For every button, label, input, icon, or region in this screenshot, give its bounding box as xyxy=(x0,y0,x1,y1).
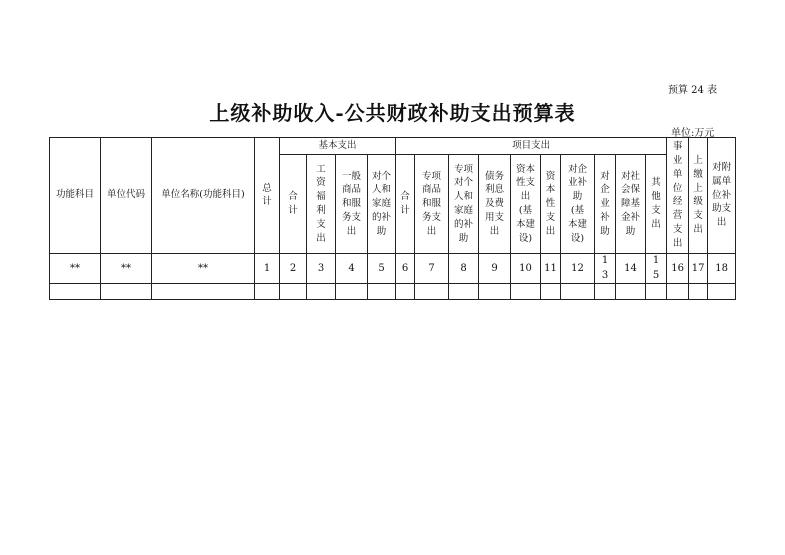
index-cell: 3 xyxy=(307,254,336,284)
empty-cell xyxy=(152,284,255,300)
index-cell: 5 xyxy=(368,254,396,284)
index-cell: 16 xyxy=(667,254,689,284)
header-project-special-individuals: 专项对个人和家庭的补助 xyxy=(449,155,479,254)
index-cell: ** xyxy=(152,254,255,284)
header-project-social-security: 对社会保障基金补助 xyxy=(616,155,646,254)
unit-label: 单位:万元 xyxy=(671,128,715,139)
empty-cell xyxy=(561,284,595,300)
index-cell: 6 xyxy=(396,254,415,284)
header-project-group: 项目支出 xyxy=(396,138,667,155)
header-project-enterprise-basic: 对企业补助(基本建设) xyxy=(561,155,595,254)
header-project-special-goods: 专项商品和服务支出 xyxy=(415,155,449,254)
index-cell: 2 xyxy=(280,254,307,284)
header-func-subject: 功能科目 xyxy=(50,138,101,254)
index-cell: 12 xyxy=(561,254,595,284)
header-total: 总计 xyxy=(255,138,280,254)
empty-cell xyxy=(101,284,152,300)
header-project-other: 其他支出 xyxy=(646,155,667,254)
index-cell: 7 xyxy=(415,254,449,284)
empty-cell xyxy=(449,284,479,300)
header-unit-code: 单位代码 xyxy=(101,138,152,254)
header-project-capital-basic: 资本性支出(基本建设) xyxy=(511,155,541,254)
index-cell: 1 xyxy=(255,254,280,284)
index-cell: 17 xyxy=(689,254,708,284)
empty-cell xyxy=(50,284,101,300)
budget-table xyxy=(49,137,736,300)
empty-cell xyxy=(396,284,415,300)
header-basic-group: 基本支出 xyxy=(280,138,396,155)
header-subsidiary: 对附属单位补助支出 xyxy=(708,138,736,254)
index-cell: 11 xyxy=(541,254,561,284)
index-row xyxy=(50,254,736,284)
header-basic-wages: 工资福利支出 xyxy=(307,155,336,254)
page-title: 上级补助收入-公共财政补助支出预算表 xyxy=(209,101,576,125)
form-number: 预算 24 表 xyxy=(668,85,718,96)
empty-cell xyxy=(368,284,396,300)
empty-cell xyxy=(667,284,689,300)
empty-cell xyxy=(280,284,307,300)
empty-cell xyxy=(689,284,708,300)
index-cell: 8 xyxy=(449,254,479,284)
empty-cell xyxy=(511,284,541,300)
header-unit-name: 单位名称(功能科目) xyxy=(152,138,255,254)
empty-cell xyxy=(415,284,449,300)
empty-cell xyxy=(479,284,511,300)
header-business-unit: 事业单位经营支出 xyxy=(667,138,689,254)
header-project-enterprise: 对企业补助 xyxy=(595,155,616,254)
empty-cell xyxy=(646,284,667,300)
header-basic-individuals: 对个人和家庭的补助 xyxy=(368,155,396,254)
header-project-subtotal: 合计 xyxy=(396,155,415,254)
empty-cell xyxy=(307,284,336,300)
empty-cell xyxy=(595,284,616,300)
empty-cell xyxy=(336,284,368,300)
header-project-capital: 资本性支出 xyxy=(541,155,561,254)
empty-cell xyxy=(708,284,736,300)
empty-cell xyxy=(616,284,646,300)
index-cell: 10 xyxy=(511,254,541,284)
header-basic-goods: 一般商品和服务支出 xyxy=(336,155,368,254)
index-cell: ** xyxy=(50,254,101,284)
empty-cell xyxy=(255,284,280,300)
header-upper-turnover: 上缴上级支出 xyxy=(689,138,708,254)
index-cell: 14 xyxy=(616,254,646,284)
empty-data-row xyxy=(50,284,736,300)
index-cell: 4 xyxy=(336,254,368,284)
index-cell: 18 xyxy=(708,254,736,284)
empty-cell xyxy=(541,284,561,300)
index-cell: 13 xyxy=(595,254,616,284)
header-basic-subtotal: 合计 xyxy=(280,155,307,254)
index-cell: ** xyxy=(101,254,152,284)
header-project-debt: 债务利息及费用支出 xyxy=(479,155,511,254)
index-cell: 9 xyxy=(479,254,511,284)
index-cell: 15 xyxy=(646,254,667,284)
